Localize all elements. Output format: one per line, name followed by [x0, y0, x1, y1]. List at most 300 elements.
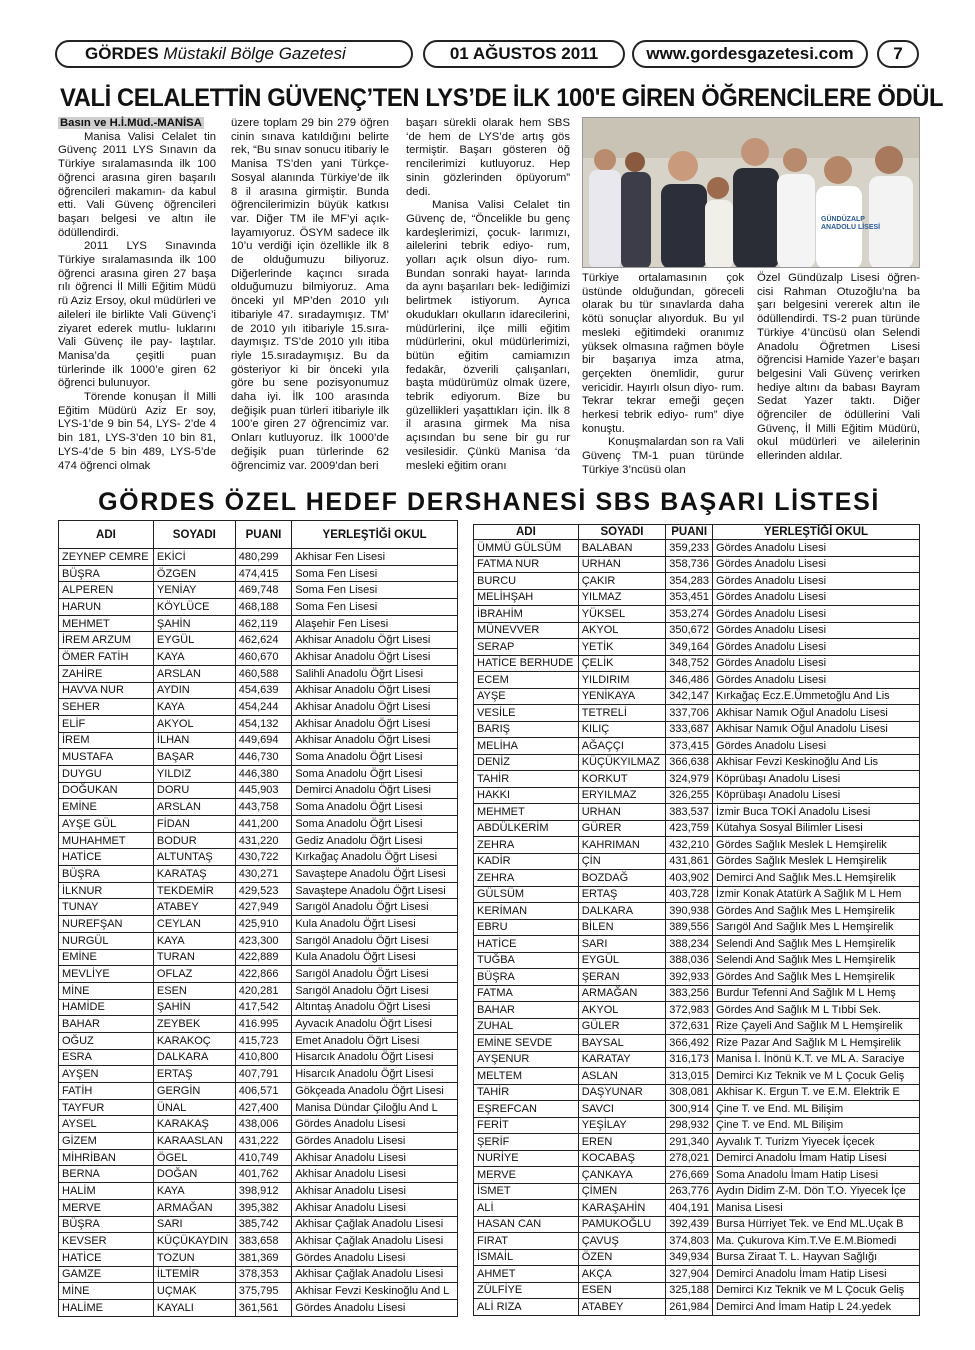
col-header-score: PUANI — [666, 525, 713, 540]
cell-name: HAKKI — [474, 787, 579, 804]
website-url: www.gordesgazetesi.com — [646, 44, 854, 63]
cell-score: 422,866 — [235, 966, 291, 983]
cell-score: 263,776 — [666, 1183, 713, 1200]
cell-school: Selendi And Sağlık Mes L Hemşirelik — [713, 936, 920, 953]
table-row — [474, 1200, 920, 1217]
cell-surname: AYDIN — [153, 682, 235, 699]
cell-surname: ÇANKAYA — [578, 1167, 666, 1184]
table-row — [474, 837, 920, 854]
cell-surname: PAMUKOĞLU — [578, 1216, 666, 1233]
cell-school: Gördes Anadolu Lisesi — [713, 606, 920, 623]
table-header-row — [59, 521, 458, 549]
cell-school: Rize Çayeli And Sağlık M L Hemşirelik — [713, 1018, 920, 1035]
cell-school: Akhisar Anadolu Lisesi — [292, 1166, 458, 1183]
cell-score: 326,255 — [666, 787, 713, 804]
sbs-table-right — [473, 524, 920, 1316]
cell-school: Çine T. ve End. ML Bilişim — [713, 1117, 920, 1134]
cell-school: Savaştepe Anadolu Öğrt Lisesi — [292, 866, 458, 883]
cell-score: 454,639 — [235, 682, 291, 699]
table-row — [59, 1149, 458, 1166]
cell-score: 372,983 — [666, 1002, 713, 1019]
cell-surname: BOZDAĞ — [578, 870, 666, 887]
cell-school: Soma Anadolu Öğrt Lisesi — [292, 765, 458, 782]
cell-name: AYŞE — [474, 688, 579, 705]
cell-name: MUHAHMET — [59, 832, 154, 849]
sbs-list-title: GÖRDES ÖZEL HEDEF DERSHANESİ SBS BAŞARI LİSTESİ — [98, 488, 880, 516]
table-row — [59, 1116, 458, 1133]
cell-name: MERVE — [59, 1199, 154, 1216]
cell-school: Gördes And Sağlık Mes L Hemşirelik — [713, 903, 920, 920]
cell-score: 431,861 — [666, 853, 713, 870]
cell-name: SERAP — [474, 639, 579, 656]
col-header-school: YERLEŞTİĞİ OKUL — [713, 525, 920, 540]
cell-name: FATMA NUR — [474, 556, 579, 573]
cell-surname: ÇAVUŞ — [578, 1233, 666, 1250]
table-row — [474, 672, 920, 689]
cell-score: 401,762 — [235, 1166, 291, 1183]
cell-score: 449,694 — [235, 732, 291, 749]
cell-school: Akhisar Çağlak Anadolu Lisesi — [292, 1216, 458, 1233]
col1-paragraph-1: Manisa Valisi Celalet tin Güvenç 2011 LYS Sınavın da Türkiye sıralamasında ilk 100 öğrenci arasına giren başarılı öğrencileri makamın- da kabul etti. Vali Güvenç öğrencileri başarı belgesi ve altın ile ödüllendirdi. — [58, 130, 216, 239]
cell-school: Sarıgöl Anadolu Öğrt Lisesi — [292, 966, 458, 983]
cell-school: Gördes Anadolu Lisesi — [292, 1249, 458, 1266]
cell-surname: ÇİMEN — [578, 1183, 666, 1200]
sbs-table-left — [58, 520, 458, 1317]
cell-school: Ayvacık Anadolu Öğrt Lisesi — [292, 1016, 458, 1033]
table-row — [474, 870, 920, 887]
table-row — [474, 1266, 920, 1283]
cell-score: 366,638 — [666, 754, 713, 771]
cell-school: Akhisar K. Ergun T. ve E.M. Elektrik E — [713, 1084, 920, 1101]
cell-name: DENİZ — [474, 754, 579, 771]
table-row — [474, 1117, 920, 1134]
table-row — [474, 540, 920, 557]
cell-surname: ÜNAL — [153, 1099, 235, 1116]
cell-score: 454,244 — [235, 699, 291, 716]
article-column-4 — [582, 272, 744, 478]
cell-score: 353,451 — [666, 589, 713, 606]
cell-surname: ZEYBEK — [153, 1016, 235, 1033]
cell-name: EMİNE — [59, 949, 154, 966]
cell-score: 438,006 — [235, 1116, 291, 1133]
table-row — [59, 1032, 458, 1049]
table-row — [59, 1216, 458, 1233]
cell-surname: KÜÇÜKYILMAZ — [578, 754, 666, 771]
table-row — [474, 1233, 920, 1250]
cell-score: 392,933 — [666, 969, 713, 986]
cell-surname: GÜRER — [578, 820, 666, 837]
table-row — [474, 903, 920, 920]
cell-name: AHMET — [474, 1266, 579, 1283]
cell-name: ÖMER FATİH — [59, 649, 154, 666]
group-photo-illustration — [583, 118, 920, 268]
table-row — [474, 688, 920, 705]
cell-name: BAHAR — [59, 1016, 154, 1033]
table-row — [474, 771, 920, 788]
cell-surname: TOZUN — [153, 1249, 235, 1266]
article-headline: VALİ CELALETTİN GÜVENÇ’TEN LYS’DE İLK 100'E GİREN ÖĞRENCİLERE ÖDÜL — [60, 84, 944, 112]
cell-surname: URHAN — [578, 804, 666, 821]
cell-name: İREM ARZUM — [59, 632, 154, 649]
cell-school: Kütahya Sosyal Bilimler Lisesi — [713, 820, 920, 837]
table-row — [474, 1249, 920, 1266]
cell-score: 443,758 — [235, 799, 291, 816]
page-header — [55, 40, 920, 70]
cell-score: 454,132 — [235, 715, 291, 732]
cell-name: MUSTAFA — [59, 749, 154, 766]
cell-surname: KARATAŞ — [153, 866, 235, 883]
cell-name: BÜŞRA — [59, 565, 154, 582]
table-row — [59, 649, 458, 666]
cell-school: Gördes Sağlık Meslek L Hemşirelik — [713, 837, 920, 854]
table-row — [474, 985, 920, 1002]
cell-score: 469,748 — [235, 582, 291, 599]
cell-surname: DALKARA — [153, 1049, 235, 1066]
cell-score: 373,415 — [666, 738, 713, 755]
cell-name: AYŞEN — [59, 1066, 154, 1083]
cell-school: Akhisar Anadolu Lisesi — [292, 1149, 458, 1166]
cell-name: ZEHRA — [474, 837, 579, 854]
cell-school: Kırkağaç Anadolu Öğrt Lisesi — [292, 849, 458, 866]
table-row — [474, 606, 920, 623]
cell-school: Ayvalık T. Turizm Yiyecek İçecek — [713, 1134, 920, 1151]
table-row — [59, 582, 458, 599]
cell-score: 342,147 — [666, 688, 713, 705]
cell-school: Selendi And Sağlık Mes L Hemşirelik — [713, 952, 920, 969]
table-row — [59, 882, 458, 899]
col-header-score: PUANI — [235, 521, 291, 549]
cell-surname: İLTEMİR — [153, 1266, 235, 1283]
cell-school: Sarıgöl And Sağlık Mes L Hemşirelik — [713, 919, 920, 936]
cell-surname: BAYSAL — [578, 1035, 666, 1052]
cell-name: İBRAHİM — [474, 606, 579, 623]
cell-score: 404,191 — [666, 1200, 713, 1217]
cell-surname: ATABEY — [578, 1299, 666, 1316]
cell-surname: TEKDEMİR — [153, 882, 235, 899]
cell-name: FATİH — [59, 1083, 154, 1100]
cell-surname: KAYA — [153, 932, 235, 949]
cell-school: Sarıgöl Anadolu Öğrt Lisesi — [292, 932, 458, 949]
cell-score: 441,200 — [235, 816, 291, 833]
cell-surname: ÖZGEN — [153, 565, 235, 582]
cell-school: Akhisar Namık Oğul Anadolu Lisesi — [713, 705, 920, 722]
cell-surname: ÇELİK — [578, 655, 666, 672]
table-row — [59, 732, 458, 749]
table-row — [474, 556, 920, 573]
cell-score: 316,173 — [666, 1051, 713, 1068]
cell-school: Akhisar Fevzi Keskinoğlu And Lis — [713, 754, 920, 771]
cell-name: ECEM — [474, 672, 579, 689]
col1-paragraph-3: Törende konuşan İl Milli Eğitim Müdürü Aziz Er soy, LYS-1’de 9 bin 54, LYS- 2’de 4 bin 181, LYS-3’den 10 bin 81, LYS-4’de 5 bin 489, LYS-5’de 474 öğrenci olmak — [58, 391, 216, 472]
cell-name: KEVSER — [59, 1233, 154, 1250]
cell-name: HAMİDE — [59, 999, 154, 1016]
cell-score: 462,119 — [235, 615, 291, 632]
table-row — [474, 1101, 920, 1118]
cell-name: KERİMAN — [474, 903, 579, 920]
table-row — [59, 599, 458, 616]
table-row — [474, 804, 920, 821]
table-row — [59, 1066, 458, 1083]
date-pill — [423, 40, 625, 68]
cell-surname: DORU — [153, 782, 235, 799]
cell-school: Akhisar Anadolu Öğrt Lisesi — [292, 632, 458, 649]
cell-school: Çine T. ve End. ML Bilişim — [713, 1101, 920, 1118]
cell-school: Hisarcık Anadolu Öğrt Lisesi — [292, 1066, 458, 1083]
cell-score: 460,670 — [235, 649, 291, 666]
cell-school: Gördes Anadolu Lisesi — [713, 738, 920, 755]
cell-surname: YETİK — [578, 639, 666, 656]
cell-score: 375,795 — [235, 1283, 291, 1300]
cell-surname: AKYOL — [578, 1002, 666, 1019]
cell-name: HATİCE — [59, 849, 154, 866]
cell-surname: KARAŞAHİN — [578, 1200, 666, 1217]
cell-school: Bursa Hürriyet Tek. ve End ML.Uçak B — [713, 1216, 920, 1233]
cell-score: 403,902 — [666, 870, 713, 887]
cell-surname: KARAKAŞ — [153, 1116, 235, 1133]
table-row — [59, 765, 458, 782]
cell-school: Sarıgöl Anadolu Öğrt Lisesi — [292, 982, 458, 999]
cell-name: DUYGU — [59, 765, 154, 782]
cell-name: EŞREFCAN — [474, 1101, 579, 1118]
cell-surname: SAVCI — [578, 1101, 666, 1118]
cell-score: 372,631 — [666, 1018, 713, 1035]
cell-surname: KAYALI — [153, 1299, 235, 1316]
cell-school: İzmir Konak Atatürk A Sağlık M L Hem — [713, 886, 920, 903]
table-row — [59, 849, 458, 866]
table-row — [474, 1299, 920, 1316]
cell-name: ELİF — [59, 715, 154, 732]
cell-surname: TETRELİ — [578, 705, 666, 722]
cell-score: 417,542 — [235, 999, 291, 1016]
cell-school: Rize Pazar And Sağlık M L Hemşirelik — [713, 1035, 920, 1052]
table-row — [474, 705, 920, 722]
cell-surname: ÇAKIR — [578, 573, 666, 590]
cell-school: Akhisar Anadolu Öğrt Lisesi — [292, 732, 458, 749]
cell-surname: KARAASLAN — [153, 1133, 235, 1150]
cell-score: 308,081 — [666, 1084, 713, 1101]
cell-name: MÜNEVVER — [474, 622, 579, 639]
cell-score: 261,984 — [666, 1299, 713, 1316]
paper-title-pill — [55, 40, 413, 68]
cell-school: Gökçeada Anadolu Öğrt Lisesi — [292, 1083, 458, 1100]
cell-name: NUREFŞAN — [59, 916, 154, 933]
col3-paragraph-1: başarı sürekli olarak hem SBS ‘de hem de LYS’de artış gös termiştir. Başarı gösteren öğ rencilerimizi kutluyoruz. Hep sinin gözlerinden öpüyorum” dedi. — [406, 117, 570, 198]
table-row — [59, 832, 458, 849]
table-row — [474, 622, 920, 639]
cell-surname: UÇMAK — [153, 1283, 235, 1300]
cell-name: FATMA — [474, 985, 579, 1002]
table-row — [474, 1035, 920, 1052]
cell-name: İSMET — [474, 1183, 579, 1200]
article-column-5 — [757, 272, 920, 464]
cell-name: MELİHŞAH — [474, 589, 579, 606]
cell-school: Gördes Anadolu Lisesi — [713, 672, 920, 689]
table-row — [474, 1282, 920, 1299]
paper-subtitle: Müstakil Bölge Gazetesi — [163, 44, 346, 63]
cell-score: 427,949 — [235, 899, 291, 916]
cell-name: HATİCE BERHUDE — [474, 655, 579, 672]
article-column-2 — [231, 117, 389, 473]
col-header-name: ADI — [59, 521, 154, 549]
cell-name: TAHİR — [474, 771, 579, 788]
cell-surname: DOĞAN — [153, 1166, 235, 1183]
cell-score: 427,400 — [235, 1099, 291, 1116]
cell-score: 348,752 — [666, 655, 713, 672]
cell-score: 423,300 — [235, 932, 291, 949]
cell-name: SEHER — [59, 699, 154, 716]
cell-surname: EKİCİ — [153, 549, 235, 566]
cell-school: Akhisar Namık Oğul Anadolu Lisesi — [713, 721, 920, 738]
cell-name: OĞUZ — [59, 1032, 154, 1049]
table-row — [474, 853, 920, 870]
cell-name: DOĞUKAN — [59, 782, 154, 799]
byline: Basın ve H.İ.Müd.-MANİSA — [60, 117, 202, 129]
cell-surname: BODUR — [153, 832, 235, 849]
cell-name: TAHİR — [474, 1084, 579, 1101]
cell-surname: KARAKOÇ — [153, 1032, 235, 1049]
col-header-school: YERLEŞTİĞİ OKUL — [292, 521, 458, 549]
col4-paragraph-1: Türkiye ortalamasının çok üstünde olduğundan, göreceli olarak bu tür sınavlarda daha kötü sonuçlar alıyorduk. Bu yıl mesleki eğitimdeki oranımız yüksek olmasına rağmen böyle bir başarıya imza atma, gerçekten önemlidir, gurur vericidir. Hayırlı olsun diyo- rum. Tekrar tekrar emeği geçen herkesi tebrik ediyo- rum” diye konuştu. — [582, 272, 744, 435]
cell-name: MİHRİBAN — [59, 1149, 154, 1166]
cell-school: Köprübaşı Anadolu Lisesi — [713, 771, 920, 788]
cell-school: Gördes Sağlık Meslek L Hemşirelik — [713, 853, 920, 870]
cell-score: 410,749 — [235, 1149, 291, 1166]
table-row — [474, 589, 920, 606]
table-header-row — [474, 525, 920, 540]
table-row — [59, 816, 458, 833]
cell-school: Gördes Anadolu Lisesi — [713, 573, 920, 590]
cell-school: Gördes Anadolu Lisesi — [292, 1116, 458, 1133]
cell-score: 431,222 — [235, 1133, 291, 1150]
cell-name: İSMAİL — [474, 1249, 579, 1266]
table-row — [59, 665, 458, 682]
cell-school: Kırkağaç Ecz.E.Ümmetoğlu And Lis — [713, 688, 920, 705]
cell-surname: KARATAY — [578, 1051, 666, 1068]
article-column-3 — [406, 117, 570, 473]
table-row — [474, 1084, 920, 1101]
cell-name: KADİR — [474, 853, 579, 870]
cell-surname: EREN — [578, 1134, 666, 1151]
cell-name: HALİME — [59, 1299, 154, 1316]
cell-school: Kula Anadolu Öğrt Lisesi — [292, 916, 458, 933]
table-row — [59, 866, 458, 883]
cell-score: 349,164 — [666, 639, 713, 656]
table-row — [59, 1099, 458, 1116]
cell-score: 416.995 — [235, 1016, 291, 1033]
cell-name: MEHMET — [59, 615, 154, 632]
col5-paragraph: Özel Gündüzalp Lisesi öğren- cisi Rahman Otuzoğlu’na ba şarı belgesini vererek altın ile ödüllendirdi. TS-2 puan türünde Türkiye 4’üncüsü olan Selendi Anadolu Öğretmen Lisesi öğrencisi Hamide Yazer’e başarı belgesini Vali Güvenç verirken hediye altını da babası Bayram Sedat Yazer taktı. Diğer öğrenciler de ödüllerini Vali Güvenç, İl Milli Eğitim Müdürü, okul müdürleri ve ailelerinin ellerinden aldılar. — [757, 272, 920, 463]
cell-score: 349,934 — [666, 1249, 713, 1266]
cell-name: İLKNUR — [59, 882, 154, 899]
cell-name: TAYFUR — [59, 1099, 154, 1116]
cell-surname: FİDAN — [153, 816, 235, 833]
cell-surname: CEYLAN — [153, 916, 235, 933]
table-row — [59, 1233, 458, 1250]
cell-surname: ALTUNTAŞ — [153, 849, 235, 866]
table-row — [59, 782, 458, 799]
table-row — [474, 820, 920, 837]
table-row — [474, 573, 920, 590]
table-row — [59, 916, 458, 933]
cell-school: Manisa İ. İnönü K.T. ve ML A. Saraciye — [713, 1051, 920, 1068]
cell-surname: ESEN — [153, 982, 235, 999]
table-row — [59, 1049, 458, 1066]
cell-school: Demirci Kız Teknik ve M L Çocuk Geliş — [713, 1282, 920, 1299]
cell-surname: YENİAY — [153, 582, 235, 599]
cell-score: 383,537 — [666, 804, 713, 821]
cell-school: Demirci Anadolu Öğrt Lisesi — [292, 782, 458, 799]
cell-name: ZEYNEP CEMRE — [59, 549, 154, 566]
cell-surname: SARI — [578, 936, 666, 953]
table-row — [59, 565, 458, 582]
cell-name: HASAN CAN — [474, 1216, 579, 1233]
cell-school: Hisarcık Anadolu Öğrt Lisesi — [292, 1049, 458, 1066]
cell-name: BÜŞRA — [474, 969, 579, 986]
cell-surname: ERYILMAZ — [578, 787, 666, 804]
cell-name: ABDÜLKERİM — [474, 820, 579, 837]
cell-surname: ESEN — [578, 1282, 666, 1299]
cell-name: EMİNE SEVDE — [474, 1035, 579, 1052]
cell-surname: KILIÇ — [578, 721, 666, 738]
cell-name: ŞERİF — [474, 1134, 579, 1151]
cell-score: 300,914 — [666, 1101, 713, 1118]
table-row — [59, 715, 458, 732]
cell-score: 350,672 — [666, 622, 713, 639]
cell-surname: YÜKSEL — [578, 606, 666, 623]
table-row — [474, 952, 920, 969]
table-row — [474, 738, 920, 755]
cell-surname: KÜÇÜKAYDIN — [153, 1233, 235, 1250]
table-row — [59, 615, 458, 632]
table-row — [474, 1183, 920, 1200]
cell-name: ÜMMÜ GÜLSÜM — [474, 540, 579, 557]
cell-surname: ARSLAN — [153, 799, 235, 816]
cell-surname: EYGÜL — [578, 952, 666, 969]
table-row — [59, 1199, 458, 1216]
table-row — [59, 1183, 458, 1200]
cell-name: EMİNE — [59, 799, 154, 816]
cell-school: Sarıgöl Anadolu Öğrt Lisesi — [292, 899, 458, 916]
cell-score: 480,299 — [235, 549, 291, 566]
cell-name: BÜŞRA — [59, 1216, 154, 1233]
table-row — [474, 1167, 920, 1184]
table-row — [59, 949, 458, 966]
col-header-surname: SOYADI — [153, 521, 235, 549]
cell-score: 313,015 — [666, 1068, 713, 1085]
cell-school: İzmir Buca TOKİ Anadolu Lisesi — [713, 804, 920, 821]
cell-score: 406,571 — [235, 1083, 291, 1100]
cell-score: 374,803 — [666, 1233, 713, 1250]
cell-name: HATİCE — [474, 936, 579, 953]
table-row — [59, 632, 458, 649]
cell-school: Akhisar Anadolu Öğrt Lisesi — [292, 715, 458, 732]
cell-school: Bursa Ziraat T. L. Hayvan Sağlığı — [713, 1249, 920, 1266]
cell-score: 361,561 — [235, 1299, 291, 1316]
cell-surname: KÖYLÜCE — [153, 599, 235, 616]
cell-name: NURGÜL — [59, 932, 154, 949]
cell-score: 445,903 — [235, 782, 291, 799]
cell-surname: ÇİN — [578, 853, 666, 870]
cell-score: 432,210 — [666, 837, 713, 854]
cell-school: Soma Anadolu Öğrt Lisesi — [292, 749, 458, 766]
cell-surname: GERGİN — [153, 1083, 235, 1100]
cell-score: 420,281 — [235, 982, 291, 999]
table-row — [59, 932, 458, 949]
page-number-pill — [877, 40, 919, 68]
cell-school: Akhisar Anadolu Öğrt Lisesi — [292, 682, 458, 699]
cell-school: Gördes Anadolu Lisesi — [713, 589, 920, 606]
cell-school: Soma Anadolu İmam Hatip Lisesi — [713, 1167, 920, 1184]
